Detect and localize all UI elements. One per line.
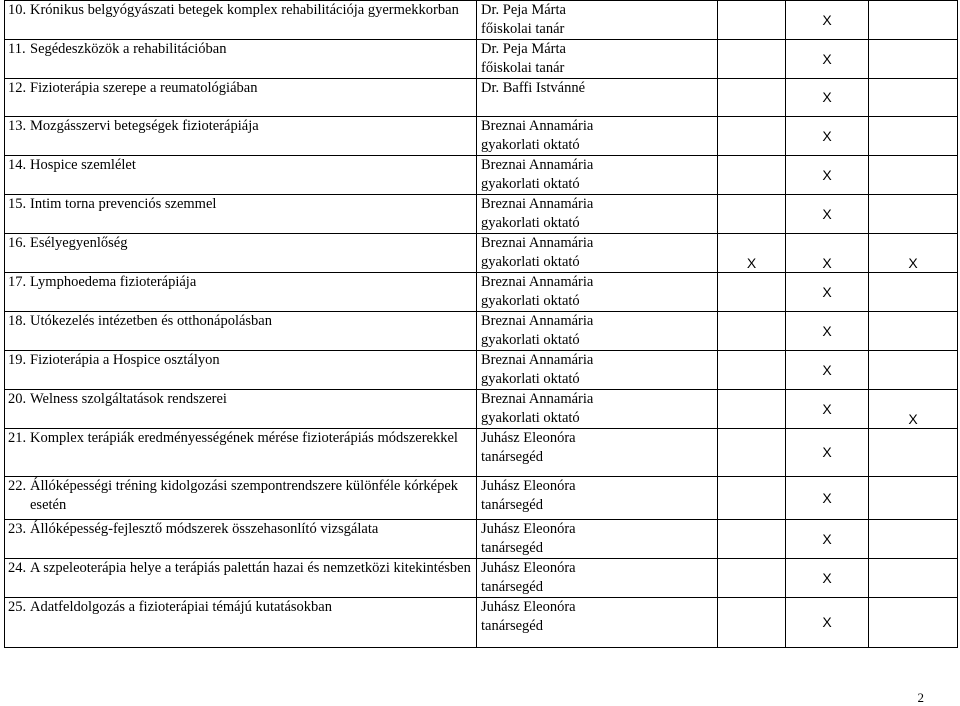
lecturer-cell	[477, 477, 718, 520]
mark-cell-1	[718, 234, 786, 273]
x-mark: X	[822, 489, 832, 506]
lecturer-name: Breznai Annamária	[481, 274, 594, 290]
topic-cell	[5, 1, 477, 40]
topics-table-body	[5, 1, 958, 648]
topic-wrapper	[8, 79, 474, 98]
lecturer-cell	[477, 156, 718, 195]
mark-cell-2	[786, 117, 869, 156]
topic-number: 24.	[8, 560, 27, 576]
lecturer-cell	[477, 273, 718, 312]
lecturer-title: gyakorlati oktató	[481, 332, 580, 348]
x-mark: X	[822, 50, 832, 67]
mark-cell-2	[786, 312, 869, 351]
topic-title: Intim torna prevenciós szemmel	[30, 196, 217, 212]
lecturer-title: gyakorlati oktató	[481, 293, 580, 309]
topic-cell	[5, 156, 477, 195]
lecturer-title: tanársegéd	[481, 618, 543, 634]
table-row	[5, 1, 958, 40]
lecturer-cell	[477, 117, 718, 156]
mark-cell-1	[718, 520, 786, 559]
topic-number: 18.	[8, 313, 27, 329]
mark-cell-1	[718, 598, 786, 648]
lecturer-name: Dr. Peja Márta	[481, 41, 566, 57]
lecturer-name: Juhász Eleonóra	[481, 430, 576, 446]
table-row	[5, 598, 958, 648]
mark-cell-1	[718, 1, 786, 40]
x-mark: X	[822, 11, 832, 28]
lecturer-cell	[477, 195, 718, 234]
topic-title: Hospice szemlélet	[30, 157, 136, 173]
lecturer-name: Breznai Annamária	[481, 196, 594, 212]
mark-cell-3	[869, 234, 958, 273]
mark-cell-2	[786, 429, 869, 477]
topic-number: 17.	[8, 274, 27, 290]
table-row	[5, 312, 958, 351]
mark-cell-3	[869, 598, 958, 648]
lecturer-name: Breznai Annamária	[481, 235, 594, 251]
lecturer-title: tanársegéd	[481, 540, 543, 556]
topic-number: 13.	[8, 118, 27, 134]
topic-title: Állóképesség-fejlesztő módszerek összehasonlító vizsgálata	[30, 521, 379, 537]
mark-cell-2	[786, 520, 869, 559]
mark-cell-1	[718, 79, 786, 117]
topic-title: A szpeleoterápia helye a terápiás palettán hazai és nemzetközi kitekintésben	[30, 560, 471, 576]
lecturer-name: Juhász Eleonóra	[481, 560, 576, 576]
topic-wrapper	[8, 598, 474, 617]
x-mark: X	[822, 614, 832, 630]
topic-cell	[5, 234, 477, 273]
lecturer-name: Breznai Annamária	[481, 313, 594, 329]
lecturer-cell	[477, 79, 718, 117]
topic-cell	[5, 520, 477, 559]
lecturer-title: gyakorlati oktató	[481, 137, 580, 153]
lecturer-cell	[477, 351, 718, 390]
lecturer-title: tanársegéd	[481, 579, 543, 595]
table-row	[5, 477, 958, 520]
x-mark: X	[822, 569, 832, 586]
mark-cell-1	[718, 195, 786, 234]
lecturer-title: tanársegéd	[481, 497, 543, 513]
mark-cell-2	[786, 559, 869, 598]
topic-title: Fizioterápia a Hospice osztályon	[30, 352, 220, 368]
lecturer-title: tanársegéd	[481, 449, 543, 465]
x-mark: X	[822, 400, 832, 417]
table-row	[5, 429, 958, 477]
mark-cell-1	[718, 156, 786, 195]
x-mark: X	[908, 410, 918, 427]
lecturer-cell	[477, 40, 718, 79]
table-row	[5, 156, 958, 195]
mark-cell-2	[786, 195, 869, 234]
mark-cell-2	[786, 40, 869, 79]
lecturer-title: gyakorlati oktató	[481, 371, 580, 387]
lecturer-title: főiskolai tanár	[481, 60, 565, 76]
mark-cell-3	[869, 559, 958, 598]
topic-cell	[5, 598, 477, 648]
topic-number: 10.	[8, 2, 27, 18]
mark-cell-3	[869, 117, 958, 156]
topic-title: Segédeszközök a rehabilitációban	[30, 41, 227, 57]
lecturer-cell	[477, 520, 718, 559]
topic-cell	[5, 312, 477, 351]
table-row	[5, 520, 958, 559]
mark-cell-1	[718, 273, 786, 312]
x-mark: X	[822, 127, 832, 144]
topic-cell	[5, 273, 477, 312]
topic-cell	[5, 351, 477, 390]
x-mark: X	[822, 361, 832, 378]
topics-table	[4, 0, 958, 648]
mark-cell-2	[786, 79, 869, 117]
topic-title: Welness szolgáltatások rendszerei	[30, 391, 227, 407]
mark-cell-1	[718, 40, 786, 79]
table-row	[5, 234, 958, 273]
topic-number: 15.	[8, 196, 27, 212]
table-row	[5, 195, 958, 234]
topic-wrapper	[8, 559, 474, 578]
topic-number: 20.	[8, 391, 27, 407]
lecturer-name: Juhász Eleonóra	[481, 521, 576, 537]
mark-cell-2	[786, 156, 869, 195]
lecturer-title: gyakorlati oktató	[481, 254, 580, 270]
topic-number: 14.	[8, 157, 27, 173]
topic-wrapper	[8, 156, 474, 175]
mark-cell-1	[718, 351, 786, 390]
topic-wrapper	[8, 195, 474, 214]
topic-wrapper	[8, 1, 474, 20]
topic-title: Esélyegyenlőség	[30, 235, 128, 251]
mark-cell-3	[869, 520, 958, 559]
mark-cell-2	[786, 273, 869, 312]
topic-cell	[5, 117, 477, 156]
mark-cell-1	[718, 477, 786, 520]
topic-wrapper	[8, 234, 474, 253]
lecturer-cell	[477, 559, 718, 598]
table-row	[5, 351, 958, 390]
x-mark: X	[746, 254, 757, 271]
mark-cell-3	[869, 79, 958, 117]
topic-title: Lymphoedema fizioterápiája	[30, 274, 197, 290]
topic-title: Állóképességi tréning kidolgozási szempontrendszere különféle kórképek esetén	[30, 478, 459, 513]
mark-cell-3	[869, 429, 958, 477]
table-row	[5, 559, 958, 598]
topic-wrapper	[8, 390, 474, 409]
topic-cell	[5, 429, 477, 477]
mark-cell-2	[786, 1, 869, 40]
lecturer-name: Juhász Eleonóra	[481, 599, 576, 615]
lecturer-name: Juhász Eleonóra	[481, 478, 576, 494]
topic-cell	[5, 390, 477, 429]
topic-cell	[5, 195, 477, 234]
mark-cell-3	[869, 1, 958, 40]
mark-cell-2	[786, 234, 869, 273]
mark-cell-3	[869, 312, 958, 351]
topic-title: Komplex terápiák eredményességének mérése fizioterápiás módszerekkel	[30, 430, 458, 446]
lecturer-name: Dr. Peja Márta	[481, 2, 566, 18]
topic-cell	[5, 477, 477, 520]
topic-number: 11.	[8, 41, 26, 57]
x-mark: X	[822, 444, 832, 460]
mark-cell-2	[786, 390, 869, 429]
topic-wrapper	[8, 520, 474, 539]
lecturer-title: gyakorlati oktató	[481, 176, 580, 192]
x-mark: X	[822, 166, 832, 183]
lecturer-cell	[477, 234, 718, 273]
mark-cell-1	[718, 559, 786, 598]
lecturer-name: Breznai Annamária	[481, 352, 594, 368]
mark-cell-1	[718, 312, 786, 351]
mark-cell-2	[786, 477, 869, 520]
topic-wrapper	[8, 40, 474, 59]
lecturer-cell	[477, 312, 718, 351]
topic-wrapper	[8, 117, 474, 136]
x-mark: X	[822, 89, 832, 105]
x-mark: X	[822, 530, 832, 547]
table-row	[5, 273, 958, 312]
x-mark: X	[822, 254, 832, 271]
x-mark: X	[908, 254, 918, 271]
topic-number: 25.	[8, 599, 27, 615]
mark-cell-1	[718, 429, 786, 477]
lecturer-cell	[477, 1, 718, 40]
topic-number: 19.	[8, 352, 27, 368]
mark-cell-2	[786, 351, 869, 390]
topic-number: 23.	[8, 521, 27, 537]
x-mark: X	[822, 283, 832, 300]
mark-cell-3	[869, 156, 958, 195]
topic-title: Mozgásszervi betegségek fizioterápiája	[30, 118, 259, 134]
lecturer-cell	[477, 429, 718, 477]
topic-cell	[5, 40, 477, 79]
page-number: 2	[917, 690, 924, 705]
mark-cell-3	[869, 195, 958, 234]
lecturer-name: Breznai Annamária	[481, 118, 594, 134]
mark-cell-1	[718, 390, 786, 429]
table-row	[5, 390, 958, 429]
topic-title: Adatfeldolgozás a fizioterápiai témájú kutatásokban	[30, 599, 332, 615]
lecturer-name: Dr. Baffi Istvánné	[481, 80, 586, 96]
topic-cell	[5, 559, 477, 598]
topic-cell	[5, 79, 477, 117]
table-row	[5, 79, 958, 117]
lecturer-cell	[477, 390, 718, 429]
topic-number: 12.	[8, 80, 27, 96]
lecturer-cell	[477, 598, 718, 648]
table-row	[5, 117, 958, 156]
table-row	[5, 40, 958, 79]
lecturer-name: Breznai Annamária	[481, 157, 594, 173]
x-mark: X	[822, 205, 832, 222]
lecturer-title: gyakorlati oktató	[481, 215, 580, 231]
topic-wrapper	[8, 273, 474, 292]
lecturer-name: Breznai Annamária	[481, 391, 594, 407]
topic-wrapper	[8, 312, 474, 331]
x-mark: X	[822, 322, 832, 339]
lecturer-title: főiskolai tanár	[481, 21, 565, 37]
mark-cell-1	[718, 117, 786, 156]
mark-cell-3	[869, 40, 958, 79]
topic-title: Krónikus belgyógyászati betegek komplex rehabilitációja gyermekkorban	[30, 2, 459, 18]
topic-number: 16.	[8, 235, 27, 251]
topic-wrapper	[8, 351, 474, 370]
topic-title: Utókezelés intézetben és otthonápolásban	[30, 313, 272, 329]
topic-title: Fizioterápia szerepe a reumatológiában	[30, 80, 258, 96]
topic-number: 22.	[8, 478, 27, 494]
mark-cell-3	[869, 390, 958, 429]
mark-cell-2	[786, 598, 869, 648]
topic-wrapper	[8, 429, 474, 448]
lecturer-title: gyakorlati oktató	[481, 410, 580, 426]
mark-cell-3	[869, 273, 958, 312]
topic-wrapper	[8, 477, 474, 515]
mark-cell-3	[869, 351, 958, 390]
topic-number: 21.	[8, 430, 27, 446]
mark-cell-3	[869, 477, 958, 520]
